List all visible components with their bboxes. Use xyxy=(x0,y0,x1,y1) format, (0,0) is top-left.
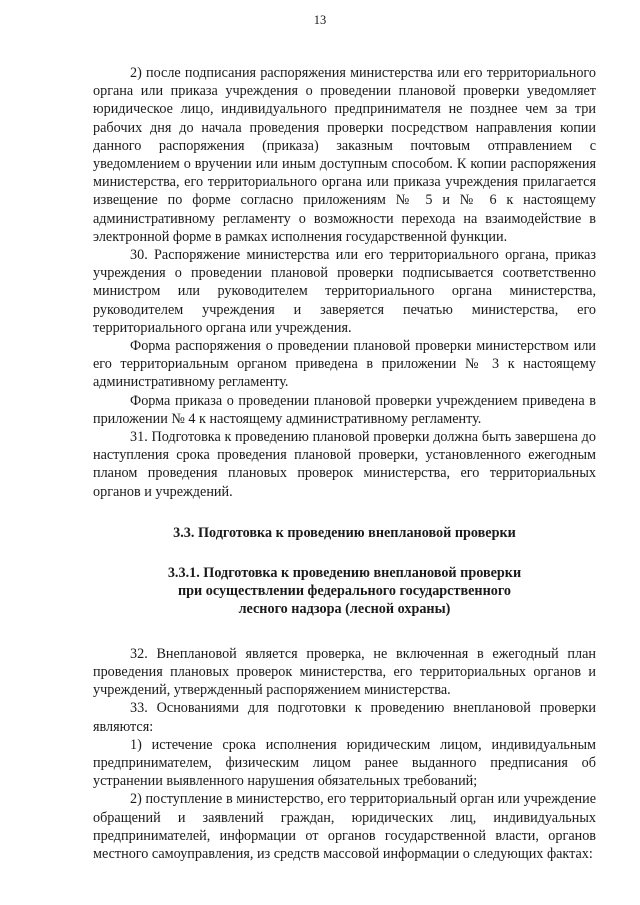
paragraph-31-preparation: 31. Подготовка к проведению плановой проверки должна быть завершена до наступления срока проведения плановой проверки, установленного ежегодным планом проведения плановых проверок министерства, его территориальных органов и учреждений. xyxy=(93,429,596,500)
list-item-2-appeals: 2) поступление в министерство, его территориальный орган или учреждение обращений и заявлений граждан, юридических лиц, индивидуальных предпринимателей, информации от органов государственной власти, органов местного самоуправления, из средств массовой информации о следующих фактах: xyxy=(93,791,596,862)
page-number: 13 xyxy=(313,13,327,27)
subsection-heading-line: лесного надзора (лесной охраны) xyxy=(238,601,451,618)
section-heading-3-3: 3.3. Подготовка к проведению внеплановой проверки xyxy=(173,524,516,541)
list-item-1-expiry: 1) истечение срока исполнения юридическим лицом, индивидуальным предпринимателем, физическим лицом ранее выданного предписания об устранении выявленного нарушения обязательных требований; xyxy=(93,736,596,790)
paragraph-33-grounds: 33. Основаниями для подготовки к проведению внеплановой проверки являются: xyxy=(93,700,596,735)
document-body xyxy=(93,64,596,863)
paragraph-order-form-institution: Форма приказа о проведении плановой проверки учреждением приведена в приложении № 4 к настоящему административному регламенту. xyxy=(93,392,596,427)
subsection-heading-line: 3.3.1. Подготовка к проведению внеплановой проверки xyxy=(167,565,522,582)
subsection-heading-3-3-1 xyxy=(93,564,596,619)
paragraph-order-form-ministry: Форма распоряжения о проведении плановой проверки министерством или его территориальным органом приведена в приложении № 3 к настоящему административному регламенту. xyxy=(93,338,596,391)
subsection-heading-line: при осуществлении федерального государственного xyxy=(177,583,512,600)
paragraph-item-2-notification: 2) после подписания распоряжения министерства или его территориального органа или приказа учреждения о проведении плановой проверки уведомляет юридическое лицо, индивидуального предпринимателя не позднее чем за три рабочих дня до начала проведения проверки посредством направления копии данного распоряжения (приказа) заказным почтовым отправлением с уведомлением о вручении или иным доступным способом. К копии распоряжения министерства, его территориального органа или приказа учреждения прилагается извещение по форме согласно приложениям № 5 и № 6 к настоящему административному регламенту о возможности перехода на взаимодействие в электронной форме в рамках исполнения государственной функции. xyxy=(93,65,596,245)
paragraph-30-signing: 30. Распоряжение министерства или его территориального органа, приказ учреждения о проведении плановой проверки подписывается соответственно министром или руководителем территориального органа министерства, руководителем учреждения и заверяется печатью министерства, его территориального органа или учреждения. xyxy=(93,247,596,336)
paragraph-32-unscheduled: 32. Внеплановой является проверка, не включенная в ежегодный план проведения плановых проверок министерства, его территориальных органов и учреждений, утвержденный распоряжением министерства. xyxy=(93,645,596,699)
